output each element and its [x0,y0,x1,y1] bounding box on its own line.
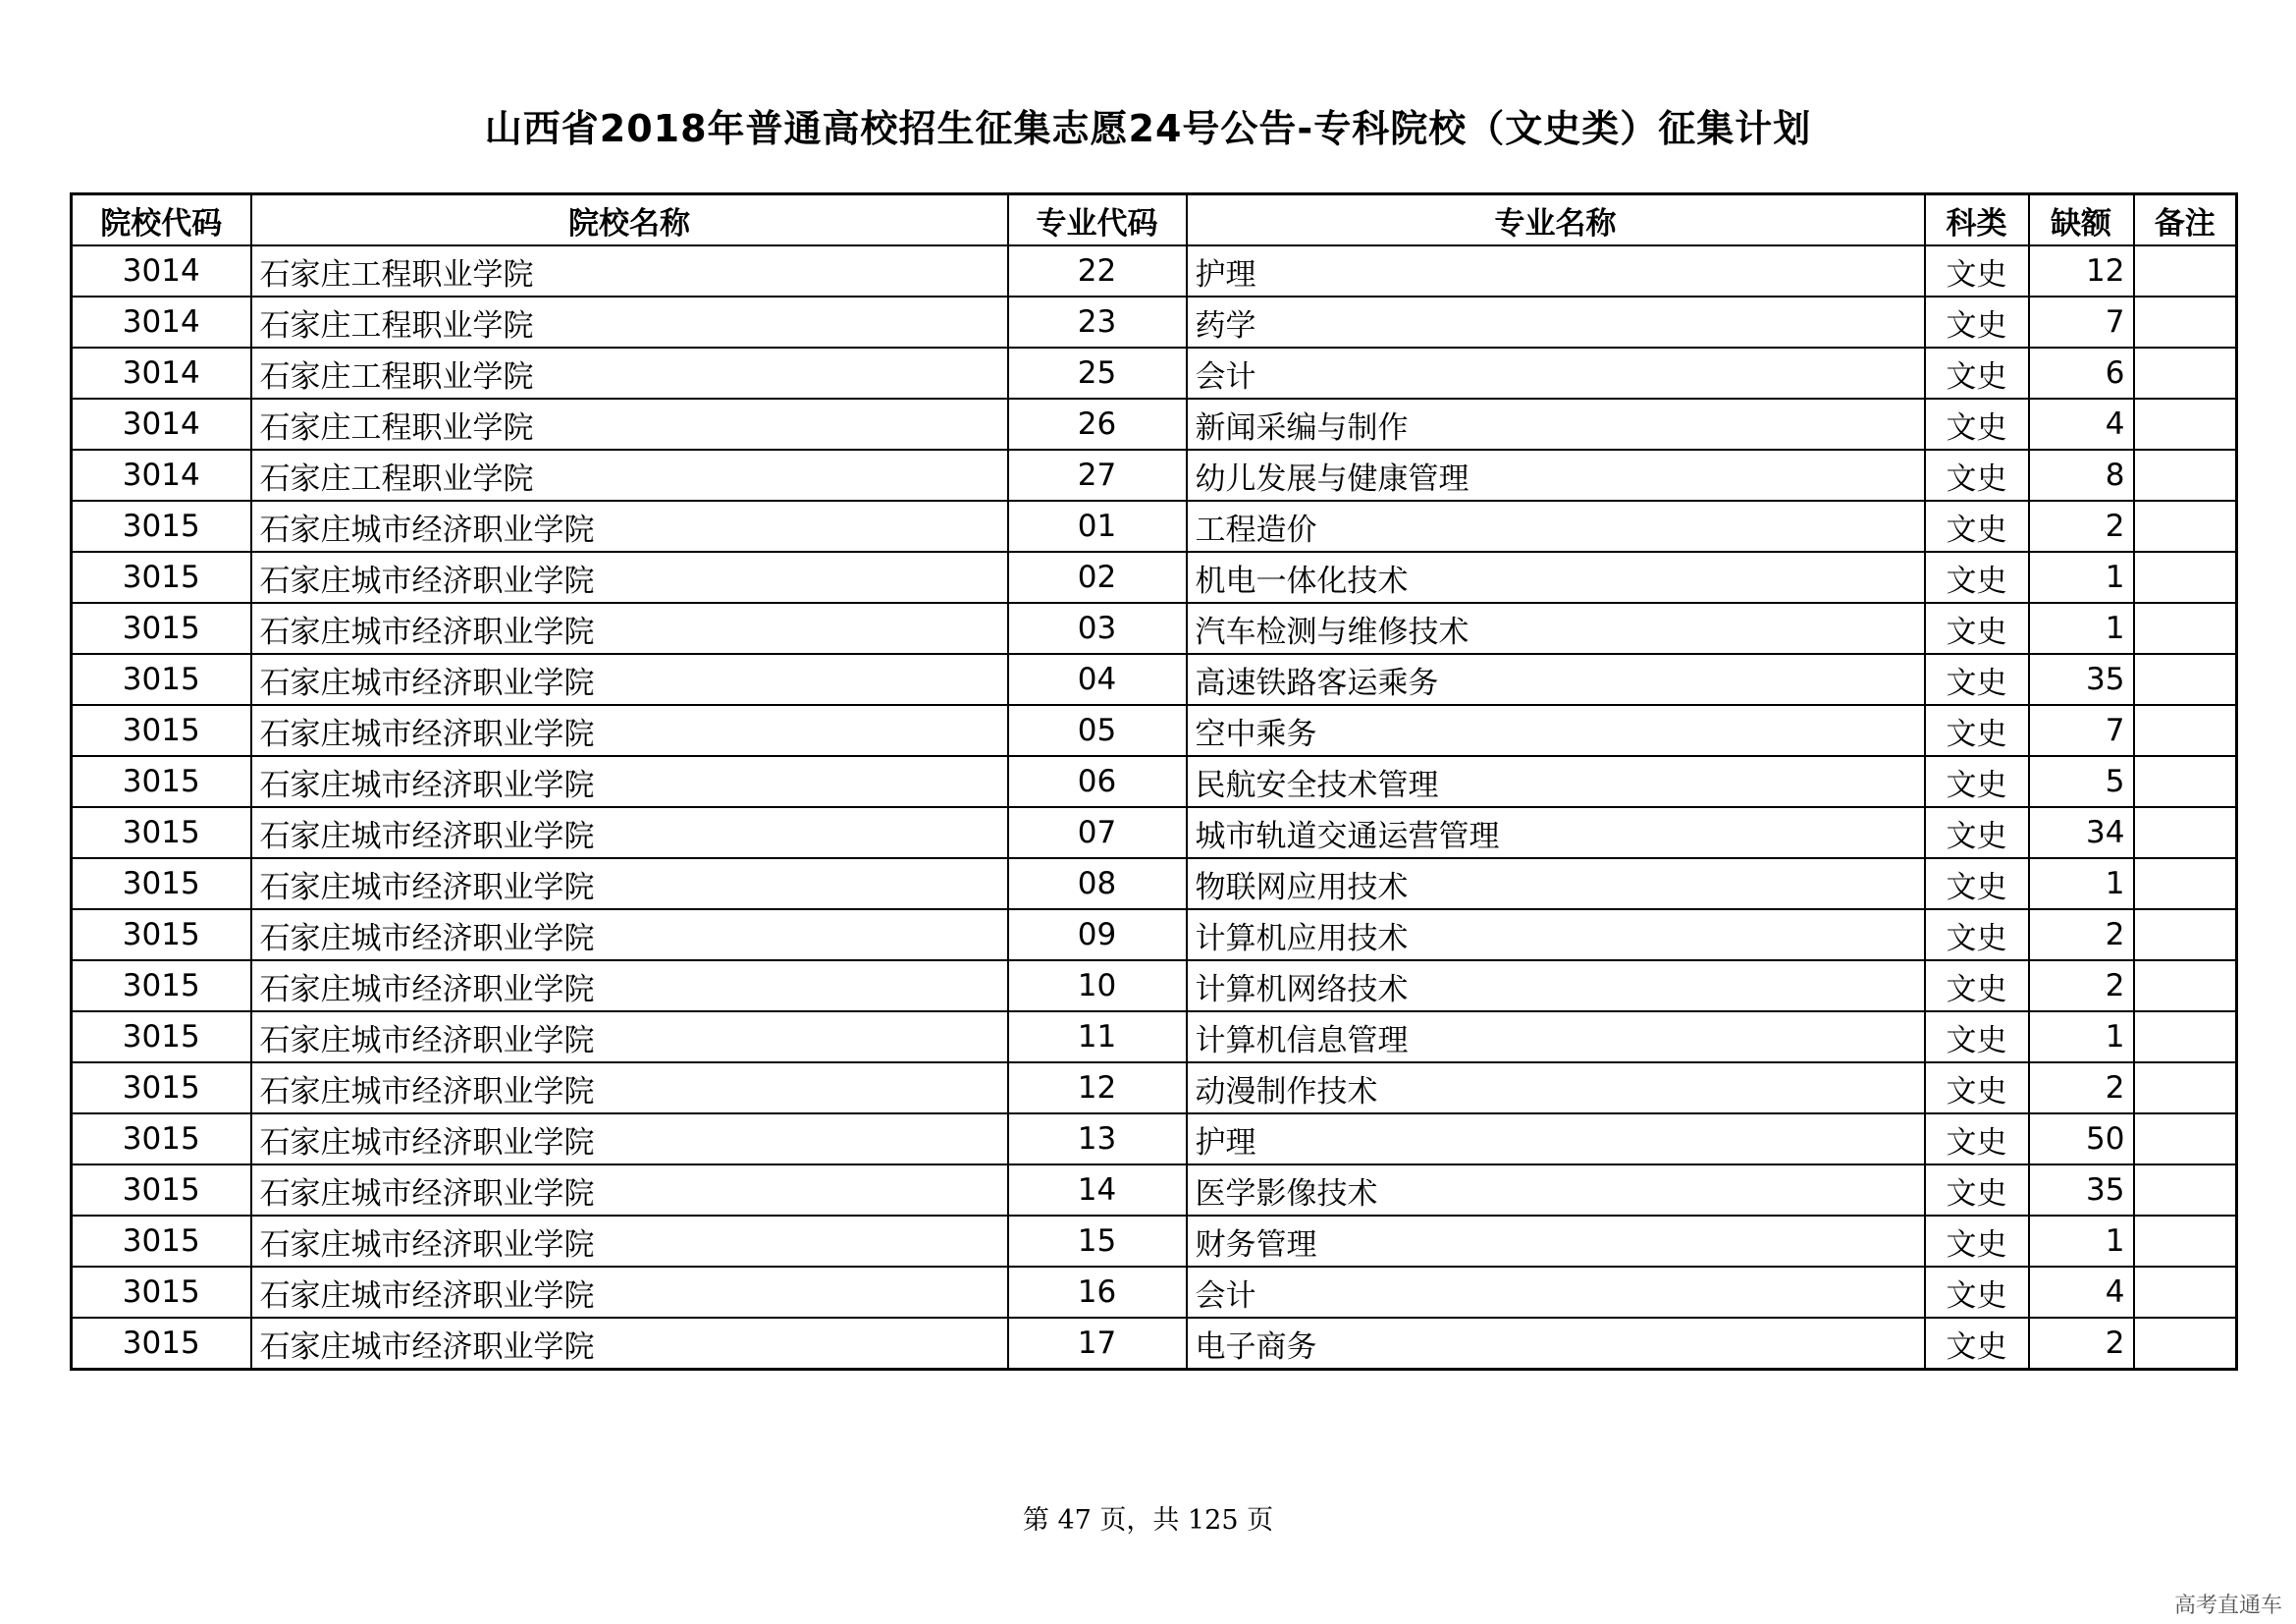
cell-vacancy: 8 [2029,450,2134,501]
cell-major-name: 高速铁路客运乘务 [1187,654,1925,705]
cell-school-name: 石家庄城市经济职业学院 [251,909,1008,960]
cell-major-code: 03 [1008,603,1187,654]
page-title: 山西省2018年普通高校招生征集志愿24号公告-专科院校（文史类）征集计划 [484,107,1812,150]
cell-school-code: 3015 [72,756,251,807]
cell-category: 文史 [1925,1062,2029,1113]
cell-remarks [2134,1216,2237,1267]
cell-major-name: 机电一体化技术 [1187,552,1925,603]
cell-major-name: 药学 [1187,297,1925,348]
cell-school-name: 石家庄城市经济职业学院 [251,1113,1008,1164]
header-category: 科类 [1925,194,2029,246]
cell-remarks [2134,1318,2237,1370]
cell-school-code: 3014 [72,450,251,501]
cell-remarks [2134,245,2237,297]
enrollment-plan-table [70,192,2238,1371]
cell-major-name: 会计 [1187,1267,1925,1318]
table-row [72,858,2237,909]
cell-major-code: 16 [1008,1267,1187,1318]
cell-remarks [2134,1062,2237,1113]
header-vacancy: 缺额 [2029,194,2134,246]
cell-school-name: 石家庄工程职业学院 [251,399,1008,450]
header-school-code: 院校代码 [72,194,251,246]
cell-category: 文史 [1925,1267,2029,1318]
cell-major-code: 13 [1008,1113,1187,1164]
header-remarks: 备注 [2134,194,2237,246]
cell-category: 文史 [1925,603,2029,654]
cell-major-code: 06 [1008,756,1187,807]
cell-major-code: 22 [1008,245,1187,297]
cell-remarks [2134,1113,2237,1164]
cell-category: 文史 [1925,450,2029,501]
cell-major-code: 04 [1008,654,1187,705]
cell-school-name: 石家庄工程职业学院 [251,348,1008,399]
cell-major-code: 07 [1008,807,1187,858]
table-row [72,450,2237,501]
cell-vacancy: 1 [2029,603,2134,654]
cell-remarks [2134,1267,2237,1318]
cell-remarks [2134,603,2237,654]
cell-major-code: 17 [1008,1318,1187,1370]
cell-major-code: 26 [1008,399,1187,450]
cell-remarks [2134,1011,2237,1062]
cell-remarks [2134,552,2237,603]
cell-school-name: 石家庄城市经济职业学院 [251,603,1008,654]
cell-major-code: 23 [1008,297,1187,348]
table-row [72,297,2237,348]
cell-school-code: 3015 [72,1164,251,1216]
cell-school-name: 石家庄城市经济职业学院 [251,858,1008,909]
cell-category: 文史 [1925,399,2029,450]
cell-school-name: 石家庄城市经济职业学院 [251,1318,1008,1370]
table-row [72,807,2237,858]
table-row [72,552,2237,603]
cell-major-name: 新闻采编与制作 [1187,399,1925,450]
cell-school-name: 石家庄城市经济职业学院 [251,1216,1008,1267]
table-row [72,245,2237,297]
cell-major-code: 01 [1008,501,1187,552]
cell-school-code: 3015 [72,1062,251,1113]
cell-category: 文史 [1925,909,2029,960]
cell-vacancy: 5 [2029,756,2134,807]
header-school-name: 院校名称 [251,194,1008,246]
cell-vacancy: 1 [2029,1216,2134,1267]
cell-remarks [2134,705,2237,756]
cell-major-name: 幼儿发展与健康管理 [1187,450,1925,501]
cell-major-name: 电子商务 [1187,1318,1925,1370]
cell-school-name: 石家庄城市经济职业学院 [251,1062,1008,1113]
cell-category: 文史 [1925,297,2029,348]
cell-remarks [2134,450,2237,501]
cell-category: 文史 [1925,654,2029,705]
cell-vacancy: 35 [2029,654,2134,705]
cell-category: 文史 [1925,1011,2029,1062]
cell-school-name: 石家庄城市经济职业学院 [251,654,1008,705]
cell-major-code: 08 [1008,858,1187,909]
cell-category: 文史 [1925,1164,2029,1216]
cell-school-name: 石家庄城市经济职业学院 [251,960,1008,1011]
watermark: 高考直通车 [2173,1594,2282,1618]
cell-vacancy: 1 [2029,552,2134,603]
cell-remarks [2134,807,2237,858]
cell-major-name: 工程造价 [1187,501,1925,552]
cell-school-code: 3015 [72,552,251,603]
cell-school-name: 石家庄工程职业学院 [251,297,1008,348]
page-number: 第 47 页，共 125 页 [1022,1505,1274,1536]
cell-remarks [2134,1164,2237,1216]
table-row [72,1216,2237,1267]
cell-school-name: 石家庄城市经济职业学院 [251,705,1008,756]
cell-school-name: 石家庄工程职业学院 [251,450,1008,501]
cell-category: 文史 [1925,1216,2029,1267]
cell-vacancy: 2 [2029,1318,2134,1370]
cell-major-code: 02 [1008,552,1187,603]
cell-major-code: 25 [1008,348,1187,399]
cell-vacancy: 1 [2029,1011,2134,1062]
cell-vacancy: 4 [2029,1267,2134,1318]
cell-category: 文史 [1925,348,2029,399]
cell-school-name: 石家庄城市经济职业学院 [251,501,1008,552]
cell-category: 文史 [1925,501,2029,552]
table-row [72,1164,2237,1216]
cell-remarks [2134,909,2237,960]
cell-major-name: 会计 [1187,348,1925,399]
cell-school-code: 3015 [72,1011,251,1062]
cell-school-code: 3015 [72,654,251,705]
cell-school-name: 石家庄城市经济职业学院 [251,756,1008,807]
cell-school-code: 3014 [72,348,251,399]
cell-major-name: 物联网应用技术 [1187,858,1925,909]
cell-major-code: 14 [1008,1164,1187,1216]
cell-vacancy: 2 [2029,1062,2134,1113]
cell-school-name: 石家庄城市经济职业学院 [251,1267,1008,1318]
cell-major-code: 12 [1008,1062,1187,1113]
table-header-row [72,194,2237,246]
table-row [72,756,2237,807]
cell-vacancy: 50 [2029,1113,2134,1164]
table-row [72,705,2237,756]
cell-major-name: 空中乘务 [1187,705,1925,756]
cell-vacancy: 4 [2029,399,2134,450]
cell-school-code: 3015 [72,1113,251,1164]
cell-school-name: 石家庄城市经济职业学院 [251,807,1008,858]
cell-vacancy: 2 [2029,909,2134,960]
cell-category: 文史 [1925,1113,2029,1164]
cell-school-name: 石家庄城市经济职业学院 [251,1164,1008,1216]
cell-category: 文史 [1925,756,2029,807]
cell-major-code: 09 [1008,909,1187,960]
table-row [72,1267,2237,1318]
table-row [72,1011,2237,1062]
cell-vacancy: 34 [2029,807,2134,858]
table-row [72,399,2237,450]
cell-school-name: 石家庄工程职业学院 [251,245,1008,297]
table-row [72,348,2237,399]
cell-major-name: 城市轨道交通运营管理 [1187,807,1925,858]
cell-major-code: 27 [1008,450,1187,501]
cell-category: 文史 [1925,960,2029,1011]
cell-school-name: 石家庄城市经济职业学院 [251,1011,1008,1062]
table-row [72,1062,2237,1113]
header-major-name: 专业名称 [1187,194,1925,246]
cell-major-name: 计算机信息管理 [1187,1011,1925,1062]
cell-major-name: 民航安全技术管理 [1187,756,1925,807]
cell-school-code: 3015 [72,603,251,654]
cell-major-name: 财务管理 [1187,1216,1925,1267]
cell-remarks [2134,297,2237,348]
cell-major-name: 汽车检测与维修技术 [1187,603,1925,654]
cell-remarks [2134,348,2237,399]
cell-major-name: 动漫制作技术 [1187,1062,1925,1113]
header-major-code: 专业代码 [1008,194,1187,246]
table-row [72,960,2237,1011]
cell-vacancy: 7 [2029,705,2134,756]
cell-school-name: 石家庄城市经济职业学院 [251,552,1008,603]
cell-school-code: 3015 [72,909,251,960]
cell-school-code: 3015 [72,807,251,858]
cell-category: 文史 [1925,858,2029,909]
cell-remarks [2134,960,2237,1011]
cell-major-name: 医学影像技术 [1187,1164,1925,1216]
cell-school-code: 3015 [72,960,251,1011]
cell-category: 文史 [1925,705,2029,756]
cell-category: 文史 [1925,1318,2029,1370]
cell-vacancy: 1 [2029,858,2134,909]
cell-major-code: 15 [1008,1216,1187,1267]
cell-remarks [2134,756,2237,807]
cell-school-code: 3015 [72,1216,251,1267]
cell-school-code: 3014 [72,297,251,348]
cell-vacancy: 35 [2029,1164,2134,1216]
table-row [72,909,2237,960]
cell-vacancy: 2 [2029,960,2134,1011]
cell-remarks [2134,858,2237,909]
cell-vacancy: 6 [2029,348,2134,399]
table-row [72,501,2237,552]
cell-major-code: 10 [1008,960,1187,1011]
cell-vacancy: 12 [2029,245,2134,297]
cell-school-code: 3015 [72,705,251,756]
cell-remarks [2134,399,2237,450]
cell-vacancy: 2 [2029,501,2134,552]
cell-major-name: 护理 [1187,245,1925,297]
table-row [72,1113,2237,1164]
cell-major-name: 计算机应用技术 [1187,909,1925,960]
cell-major-name: 护理 [1187,1113,1925,1164]
cell-major-code: 11 [1008,1011,1187,1062]
cell-school-code: 3014 [72,399,251,450]
table-row [72,1318,2237,1370]
table-row [72,654,2237,705]
cell-category: 文史 [1925,807,2029,858]
cell-school-code: 3015 [72,501,251,552]
cell-category: 文史 [1925,245,2029,297]
cell-vacancy: 7 [2029,297,2134,348]
cell-school-code: 3015 [72,858,251,909]
cell-school-code: 3014 [72,245,251,297]
cell-major-name: 计算机网络技术 [1187,960,1925,1011]
cell-school-code: 3015 [72,1267,251,1318]
cell-remarks [2134,654,2237,705]
cell-remarks [2134,501,2237,552]
cell-category: 文史 [1925,552,2029,603]
cell-school-code: 3015 [72,1318,251,1370]
table-row [72,603,2237,654]
cell-major-code: 05 [1008,705,1187,756]
